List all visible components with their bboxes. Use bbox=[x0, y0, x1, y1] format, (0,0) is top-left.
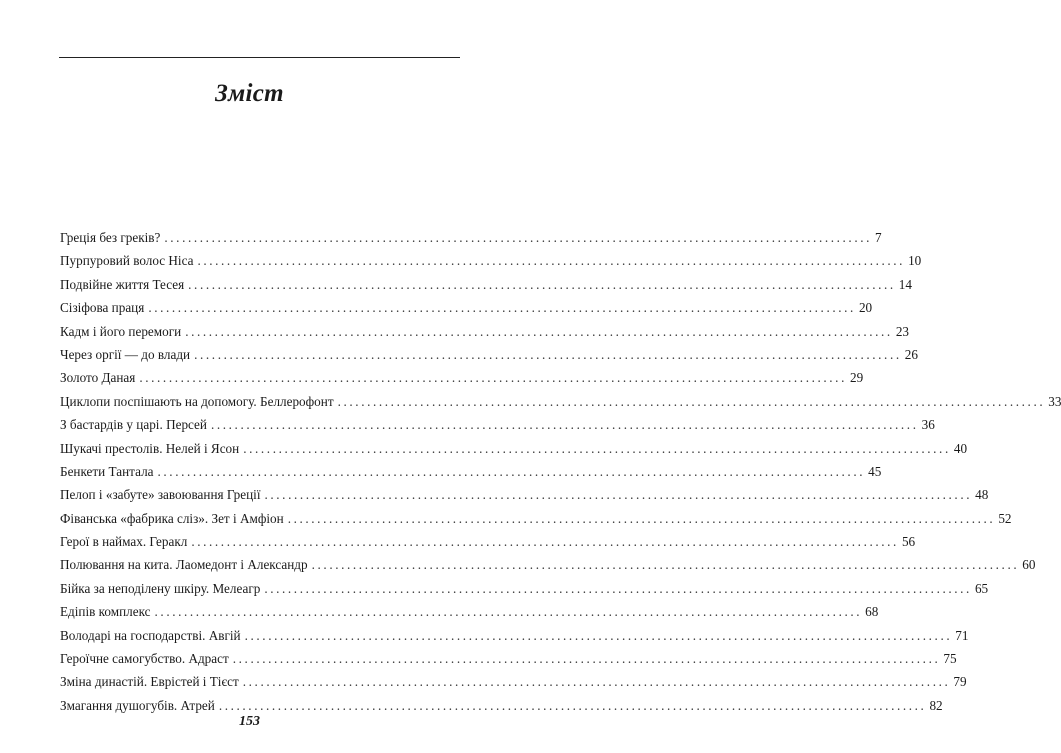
toc-entry bbox=[60, 577, 989, 600]
dot-leader: ........................................................................................................................ bbox=[154, 604, 863, 620]
toc-entry bbox=[60, 437, 968, 460]
dot-leader: ........................................................................................................................ bbox=[244, 627, 953, 643]
toc-entry-page: 71 bbox=[955, 627, 969, 643]
toc-entry-title: Через оргії — до влади bbox=[60, 346, 191, 362]
toc-entry-title: Кадм і його перемоги bbox=[60, 323, 182, 339]
toc-entry-page: 48 bbox=[975, 487, 989, 503]
toc-entry-page: 65 bbox=[974, 580, 989, 596]
toc-entry bbox=[60, 483, 989, 506]
dot-leader: ........................................................................................................................ bbox=[232, 651, 941, 667]
toc-entry bbox=[60, 366, 864, 389]
dot-leader: ........................................................................................................................ bbox=[148, 300, 856, 316]
dot-leader: ........................................................................................................................ bbox=[337, 393, 1046, 409]
dot-leader: ........................................................................................................................ bbox=[164, 230, 873, 245]
toc-entry bbox=[60, 624, 969, 647]
dot-leader: ........................................................................................................................ bbox=[157, 463, 866, 479]
toc-entry bbox=[60, 343, 918, 366]
toc-entry bbox=[60, 507, 1012, 530]
toc-entry-title: Змагання душогубів. Атрей bbox=[60, 697, 215, 713]
dot-leader: ........................................................................................................................ bbox=[185, 323, 893, 339]
dot-leader: ........................................................................................................................ bbox=[218, 697, 927, 713]
toc-entry-title: Золото Даная bbox=[60, 370, 136, 386]
dot-leader: ........................................................................................................................ bbox=[197, 253, 906, 269]
toc-entry-title: Циклопи поспішають на допомогу. Беллерофонт bbox=[60, 393, 334, 409]
toc-entry-page: 68 bbox=[865, 604, 879, 620]
toc-entry bbox=[60, 460, 882, 483]
toc-entry-title: Зміна династій. Еврістей і Тієст bbox=[60, 674, 239, 690]
toc-entry bbox=[60, 413, 935, 436]
toc-entry-page: 79 bbox=[953, 674, 967, 690]
dot-leader: ........................................................................................................................ bbox=[311, 557, 1020, 573]
dot-leader: ........................................................................................................................ bbox=[264, 487, 973, 503]
top-rule bbox=[59, 57, 460, 58]
toc-entry-page: 60 bbox=[1022, 557, 1036, 573]
toc-entry-page: 36 bbox=[921, 417, 935, 433]
page-title: Зміст bbox=[215, 80, 284, 107]
page-number: 153 bbox=[239, 714, 260, 729]
toc-entry-page: 52 bbox=[998, 510, 1012, 526]
toc-entry-title: Героїчне самогубство. Адраст bbox=[60, 651, 229, 667]
toc-entry-page: 10 bbox=[908, 253, 922, 269]
toc-entry-title: Едіпів комплекс bbox=[60, 604, 151, 620]
toc-entry bbox=[60, 600, 879, 623]
toc-entry bbox=[60, 226, 882, 249]
toc-entry-title: Фіванська «фабрика сліз». Зет і Амфіон bbox=[60, 510, 284, 526]
toc-entry-title: Пелоп і «забуте» завоювання Греції bbox=[60, 487, 261, 503]
toc-entry-title: Пурпуровий волос Ніса bbox=[60, 253, 194, 269]
toc-entry bbox=[60, 647, 957, 670]
toc-entry-page: 40 bbox=[953, 440, 968, 456]
dot-leader: ........................................................................................................................ bbox=[139, 370, 847, 386]
toc-entry-title: Бенкети Тантала bbox=[60, 463, 154, 479]
toc-entry-title: Шукачі престолів. Нелей і Ясон bbox=[60, 440, 240, 456]
toc-entry-page: 56 bbox=[901, 534, 916, 550]
toc-entry-title: Герої в наймах. Геракл bbox=[60, 534, 188, 550]
dot-leader: ........................................................................................................................ bbox=[264, 580, 972, 596]
toc-entry-title: Бійка за неподілену шкіру. Мелеагр bbox=[60, 580, 261, 596]
toc-entry-page: 14 bbox=[898, 276, 912, 292]
toc-entry bbox=[60, 320, 909, 343]
toc-entry-title: Полювання на кита. Лаомедонт і Александр bbox=[60, 557, 308, 573]
toc-entry-page: 45 bbox=[868, 463, 882, 479]
toc-entry bbox=[60, 249, 922, 272]
dot-leader: ........................................................................................................................ bbox=[210, 417, 919, 433]
toc-entry-title: Подвійне життя Тесея bbox=[60, 276, 185, 292]
toc-entry-page: 29 bbox=[849, 370, 864, 386]
toc-entry-page: 26 bbox=[904, 346, 918, 362]
toc-entry bbox=[60, 670, 967, 693]
toc-entry bbox=[60, 530, 916, 553]
toc-entry-title: Сізіфова праця bbox=[60, 300, 145, 316]
dot-leader: ........................................................................................................................ bbox=[287, 510, 996, 526]
dot-leader: ........................................................................................................................ bbox=[194, 346, 902, 362]
dot-leader: ........................................................................................................................ bbox=[242, 674, 951, 690]
toc-entry-page: 20 bbox=[858, 300, 873, 316]
toc-entry-title: Володарі на господарстві. Авгій bbox=[60, 627, 241, 643]
toc-entry bbox=[60, 553, 1036, 576]
toc-entry-page: 7 bbox=[875, 230, 882, 245]
toc-entry bbox=[60, 296, 873, 319]
dot-leader: ........................................................................................................................ bbox=[188, 276, 896, 292]
toc-entry-page: 23 bbox=[895, 323, 909, 339]
toc-entry-page: 75 bbox=[943, 651, 957, 667]
table-of-contents bbox=[60, 226, 1061, 717]
toc-entry-page: 33 bbox=[1048, 393, 1061, 409]
dot-leader: ........................................................................................................................ bbox=[191, 534, 899, 550]
toc-entry bbox=[60, 273, 912, 296]
dot-leader: ........................................................................................................................ bbox=[243, 440, 951, 456]
toc-entry-title: Греція без греків? bbox=[60, 230, 161, 245]
toc-entry bbox=[60, 390, 1061, 413]
toc-entry-page: 82 bbox=[929, 697, 943, 713]
toc-entry-title: З бастардів у царі. Персей bbox=[60, 417, 207, 433]
